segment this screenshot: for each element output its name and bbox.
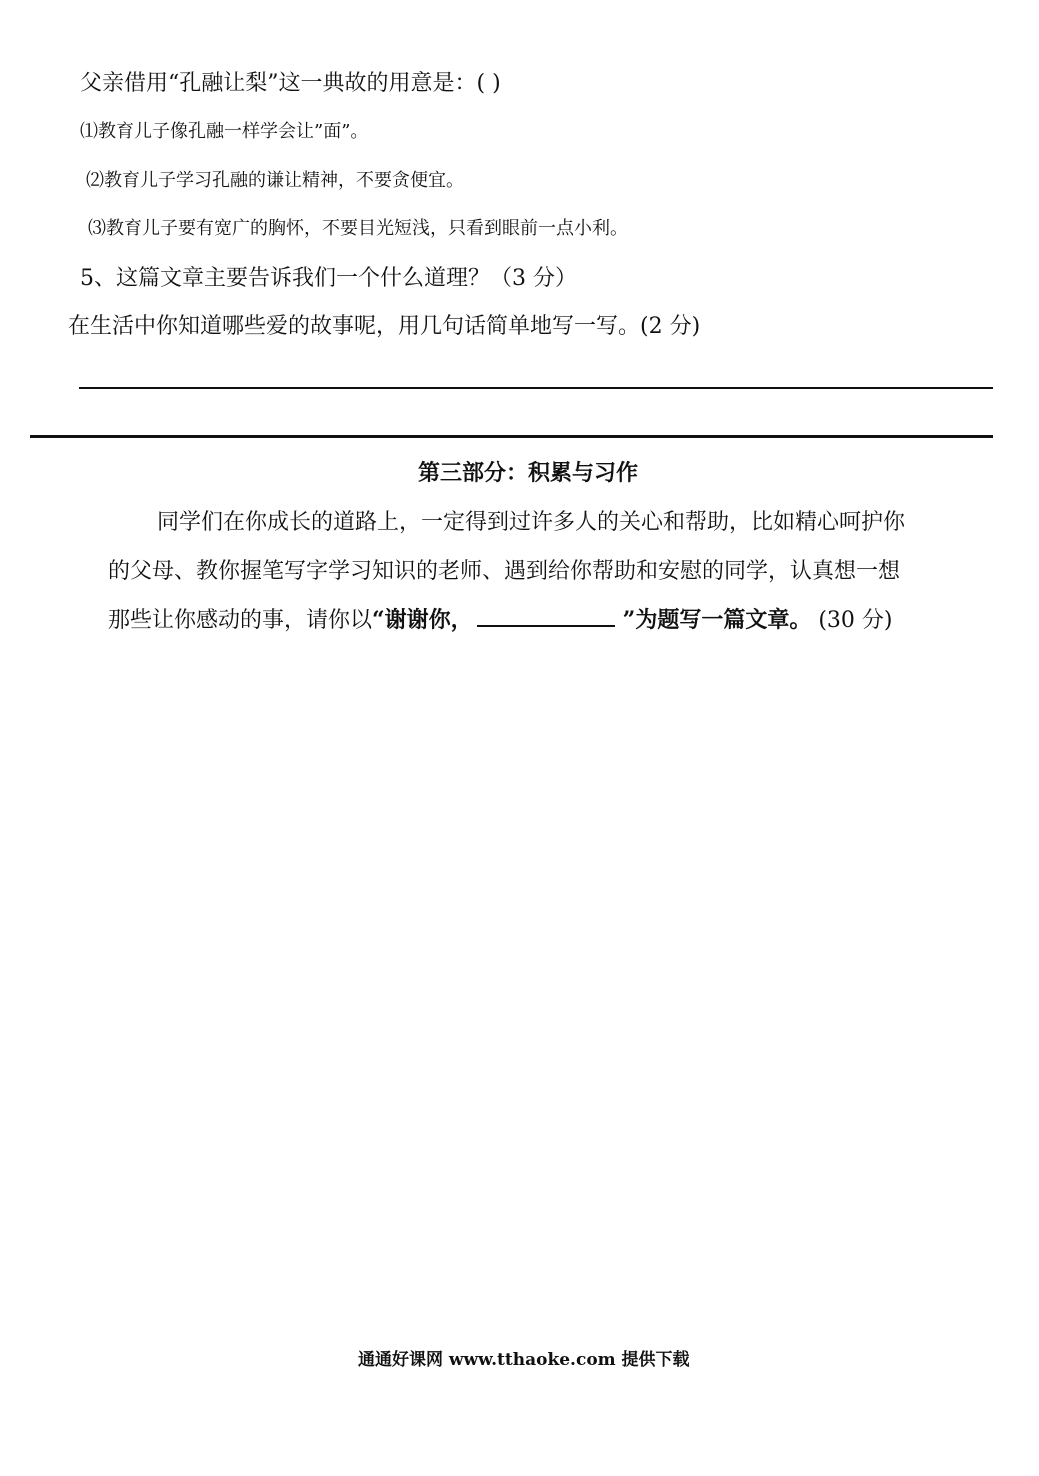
love-story-prompt: 在生活中你知道哪些爱的故事呢，用几句话简单地写一写。(2 分): [68, 314, 701, 339]
answer-line: [79, 387, 993, 389]
question-4-prompt: 父亲借用“孔融让梨”这一典故的用意是：( ): [80, 71, 501, 96]
question-4-option-2: ⑵教育儿子学习孔融的谦让精神，不要贪便宜。: [86, 170, 464, 191]
essay-prompt-line-3: [108, 609, 892, 632]
question-4-option-1: ⑴教育儿子像孔融一样学会让”面”。: [80, 121, 369, 142]
essay-title-end: ”为题写一篇文章。: [622, 607, 812, 633]
essay-prompt-line-2: 的父母、教你握笔写字学习知识的老师、遇到给你帮助和安慰的同学，认真想一想: [108, 559, 901, 584]
essay-prompt-line-1: 同学们在你成长的道路上，一定得到过许多人的关心和帮助，比如精心呵护你: [157, 510, 906, 535]
question-5-prompt: 5、这篇文章主要告诉我们一个什么道理？（3 分）: [80, 266, 577, 291]
question-4-option-3: ⑶教育儿子要有宽广的胸怀，不要目光短浅，只看到眼前一点小利。: [88, 218, 628, 239]
footer-source: 通通好课网 www.tthaoke.com 提供下载: [358, 1350, 690, 1370]
section-3-title: 第三部分：积累与习作: [418, 460, 639, 486]
essay-prompt-prefix: 那些让你感动的事，请你以: [108, 608, 373, 633]
essay-title-start: “谢谢你，: [372, 607, 473, 633]
essay-score: (30 分): [818, 608, 893, 633]
section-divider: [30, 435, 993, 438]
essay-title-blank: [477, 609, 615, 627]
